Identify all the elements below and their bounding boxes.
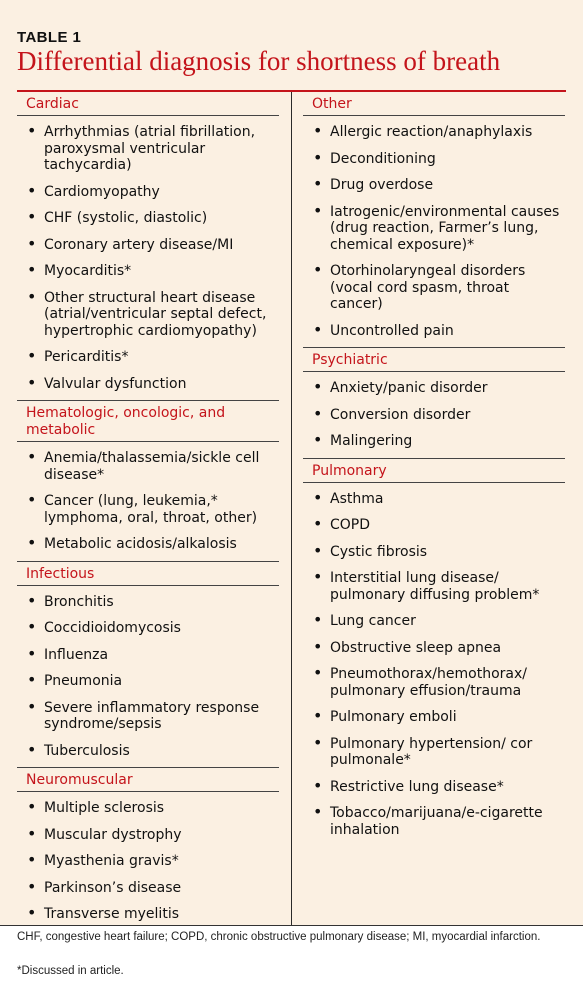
- section-heading: Cardiac: [17, 92, 279, 116]
- diagnosis-item: • Pericarditis*: [17, 344, 279, 371]
- section-psychiatric: [303, 347, 565, 458]
- section-cardiac: [17, 92, 279, 400]
- diagnosis-item: • Arrhythmias (atrial fibrillation, paroxysmal ventricular tachycardia): [17, 119, 279, 179]
- diagnosis-item: • Lung cancer: [303, 608, 565, 635]
- section-other: [303, 92, 565, 347]
- diagnosis-item: • Myasthenia gravis*: [17, 848, 279, 875]
- diagnosis-item: • Iatrogenic/environmental causes (drug reaction, Farmer’s lung, chemical exposure)*: [303, 199, 565, 259]
- section-heading: Psychiatric: [303, 347, 565, 372]
- diagnosis-list: [17, 116, 279, 400]
- diagnosis-item: • Conversion disorder: [303, 402, 565, 429]
- diagnosis-item: • Parkinson’s disease: [17, 875, 279, 902]
- diagnosis-item: • Tobacco/marijuana/e-cigarette inhalation: [303, 800, 565, 843]
- diagnosis-item: • Tuberculosis: [17, 738, 279, 765]
- diagnosis-item: • Drug overdose: [303, 172, 565, 199]
- diagnosis-item: • COPD: [303, 512, 565, 539]
- diagnosis-item: • Pneumothorax/hemothorax/ pulmonary effusion/trauma: [303, 661, 565, 704]
- diagnosis-item: • Other structural heart disease (atrial/ventricular septal defect, hypertrophic cardiomyopathy): [17, 285, 279, 345]
- diagnosis-item: • Cancer (lung, leukemia,* lymphoma, oral, throat, other): [17, 488, 279, 531]
- left-column: [17, 92, 279, 931]
- diagnosis-item: • Restrictive lung disease*: [303, 774, 565, 801]
- diagnosis-item: • Muscular dystrophy: [17, 822, 279, 849]
- diagnosis-list: [17, 586, 279, 768]
- section-infectious: [17, 561, 279, 768]
- diagnosis-list: [17, 442, 279, 561]
- diagnosis-item: • Severe inflammatory response syndrome/sepsis: [17, 695, 279, 738]
- diagnosis-item: • Valvular dysfunction: [17, 371, 279, 398]
- diagnosis-item: • Obstructive sleep apnea: [303, 635, 565, 662]
- diagnosis-item: • Influenza: [17, 642, 279, 669]
- column-divider: [291, 92, 292, 925]
- section-hematologic: [17, 400, 279, 561]
- diagnosis-item: • CHF (systolic, diastolic): [17, 205, 279, 232]
- diagnosis-item: • Uncontrolled pain: [303, 318, 565, 345]
- section-heading: Other: [303, 92, 565, 116]
- diagnosis-item: • Cardiomyopathy: [17, 179, 279, 206]
- right-column: [303, 92, 565, 846]
- diagnosis-item: • Multiple sclerosis: [17, 795, 279, 822]
- section-heading: Pulmonary: [303, 458, 565, 483]
- diagnosis-item: • Otorhinolaryngeal disorders (vocal cord spasm, throat cancer): [303, 258, 565, 318]
- diagnosis-item: • Coccidioidomycosis: [17, 615, 279, 642]
- section-neuromuscular: [17, 767, 279, 931]
- diagnosis-item: • Malingering: [303, 428, 565, 455]
- table-label: TABLE 1: [17, 29, 82, 46]
- diagnosis-item: • Metabolic acidosis/alkalosis: [17, 531, 279, 558]
- abbreviations-footnote: CHF, congestive heart failure; COPD, chronic obstructive pulmonary disease; MI, myocardial infarction.: [17, 931, 541, 943]
- diagnosis-list: [303, 116, 565, 347]
- section-pulmonary: [303, 458, 565, 847]
- diagnosis-item: • Anxiety/panic disorder: [303, 375, 565, 402]
- diagnosis-item: • Bronchitis: [17, 589, 279, 616]
- diagnosis-list: [303, 483, 565, 847]
- section-heading: Infectious: [17, 561, 279, 586]
- section-heading: Neuromuscular: [17, 767, 279, 792]
- diagnosis-item: • Anemia/thalassemia/sickle cell disease*: [17, 445, 279, 488]
- diagnosis-item: • Pulmonary hypertension/ cor pulmonale*: [303, 731, 565, 774]
- diagnosis-item: • Deconditioning: [303, 146, 565, 173]
- diagnosis-item: • Myocarditis*: [17, 258, 279, 285]
- diagnosis-item: • Pneumonia: [17, 668, 279, 695]
- table-title: Differential diagnosis for shortness of breath: [17, 46, 501, 76]
- diagnosis-item: • Transverse myelitis: [17, 901, 279, 928]
- diagnosis-item: • Interstitial lung disease/ pulmonary diffusing problem*: [303, 565, 565, 608]
- diagnosis-item: • Coronary artery disease/MI: [17, 232, 279, 259]
- diagnosis-item: • Allergic reaction/anaphylaxis: [303, 119, 565, 146]
- footnote-rule: [0, 925, 583, 926]
- diagnosis-list: [17, 792, 279, 931]
- section-heading: Hematologic, oncologic, and metabolic: [17, 400, 279, 442]
- diagnosis-item: • Asthma: [303, 486, 565, 513]
- diagnosis-item: • Pulmonary emboli: [303, 704, 565, 731]
- diagnosis-list: [303, 372, 565, 458]
- discussed-footnote: *Discussed in article.: [17, 965, 124, 977]
- diagnosis-item: • Cystic fibrosis: [303, 539, 565, 566]
